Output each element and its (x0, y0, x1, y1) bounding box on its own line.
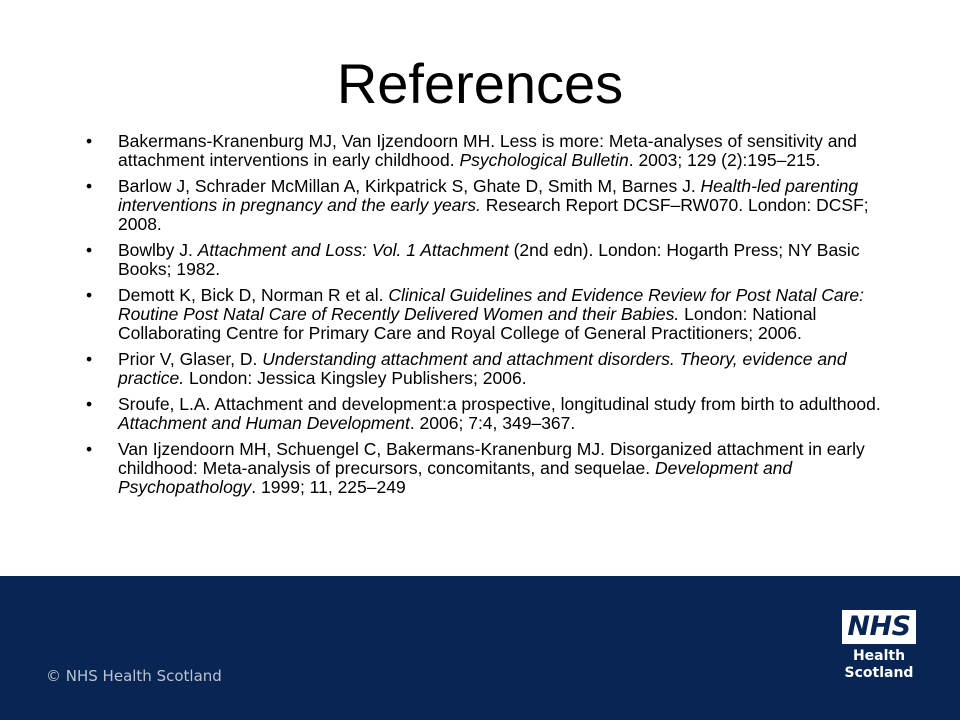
nhs-logo-box: NHS (842, 610, 916, 644)
reference-segment: Barlow J, Schrader McMillan A, Kirkpatrick S, Ghate D, Smith M, Barnes J. (118, 176, 701, 196)
nhs-health-scotland-logo (834, 610, 924, 690)
reference-text (118, 349, 847, 388)
reference-segment: Van Ijzendoorn MH, Schuengel C, Bakermans-Kranenburg MJ. Disorganized attachment in early childhood: Meta-analysis of precursors, concomitants, and sequelae. (118, 439, 865, 478)
bullet-icon: • (86, 131, 93, 151)
bullet-icon: • (86, 176, 93, 196)
reference-item (86, 286, 886, 343)
reference-text (118, 394, 881, 433)
reference-segment: (2nd edn). London: Hogarth Press; NY Basic Books; 1982. (118, 240, 860, 279)
reference-italic-segment: Psychological Bulletin (459, 150, 629, 170)
reference-segment: Demott K, Bick D, Norman R et al. (118, 285, 389, 305)
reference-italic-segment: Understanding attachment and attachment disorders. Theory, evidence and practice. (118, 349, 847, 388)
reference-text (118, 285, 864, 343)
reference-italic-segment: Development and Psychopathology (118, 458, 793, 497)
reference-segment: Bowlby J. (118, 240, 198, 260)
reference-item (86, 177, 886, 234)
reference-segment: London: Jessica Kingsley Publishers; 2006. (184, 368, 527, 388)
reference-segment: Research Report DCSF–RW070. London: DCSF; 2008. (118, 195, 869, 234)
reference-item (86, 241, 886, 279)
reference-list (86, 132, 886, 504)
bullet-icon: • (86, 439, 93, 459)
reference-italic-segment: Attachment and Human Development (118, 413, 410, 433)
bullet-icon: • (86, 349, 93, 369)
nhs-logo-health-text: Health (852, 648, 906, 664)
reference-italic-segment: Attachment and Loss: Vol. 1 Attachment (197, 240, 509, 260)
bullet-icon: • (86, 394, 93, 414)
bullet-icon: • (86, 240, 93, 260)
reference-text (118, 439, 865, 497)
reference-segment: Prior V, Glaser, D. (118, 349, 263, 369)
reference-italic-segment: Clinical Guidelines and Evidence Review for Post Natal Care: Routine Post Natal Care of Recently Delivered Women and their Babies. (118, 285, 865, 324)
reference-segment: Sroufe, L.A. Attachment and development:a prospective, longitudinal study from birth to adulthood. (118, 394, 881, 414)
reference-item (86, 350, 886, 388)
reference-text (118, 240, 860, 279)
reference-text (118, 176, 869, 234)
nhs-logo-scotland-text: Scotland (844, 665, 914, 681)
bullet-icon: • (86, 285, 93, 305)
reference-italic-segment: Health-led parenting interventions in pregnancy and the early years. (118, 176, 859, 215)
reference-segment: London: National Collaborating Centre for Primary Care and Royal College of General Practitioners; 2006. (118, 304, 817, 343)
footer-bar (0, 576, 960, 720)
reference-segment: Bakermans-Kranenburg MJ, Van Ijzendoorn MH. Less is more: Meta-analyses of sensitivity and attachment interventions in early childhood. (118, 131, 857, 170)
reference-segment: . 2003; 129 (2):195–215. (628, 150, 821, 170)
reference-item (86, 440, 886, 497)
reference-segment: . 2006; 7:4, 349–367. (409, 413, 576, 433)
reference-segment: . 1999; 11, 225–249 (251, 477, 406, 497)
reference-item (86, 132, 886, 170)
copyright-text: © NHS Health Scotland (46, 667, 222, 685)
reference-item (86, 395, 886, 433)
slide-title: References (336, 52, 624, 115)
reference-text (118, 131, 857, 170)
